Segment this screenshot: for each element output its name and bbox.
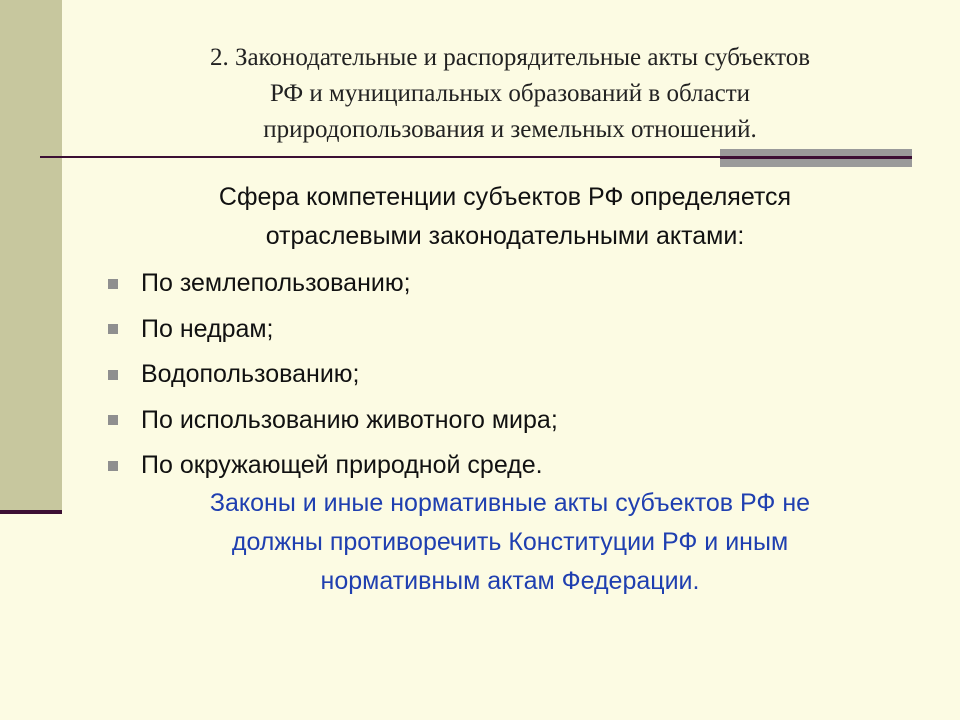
list-item-text: Водопользованию; [141,360,360,389]
list-item-text: По землепользованию; [141,269,411,298]
title-line-2: РФ и муниципальных образований в области [269,80,751,107]
list-item-text: По недрам; [141,314,274,343]
title-line-3: природопользования и земельных отношений. [263,116,757,143]
list-item [108,352,558,398]
slide-title [70,40,950,148]
list-item [108,398,558,444]
left-band-underline [0,510,62,514]
square-bullet-icon [108,324,118,334]
note-line-3: нормативным актам Федерации. [320,567,700,595]
intro-line-2: отраслевыми законодательными актами: [265,222,745,250]
list-item-text: По использованию животного мира; [141,405,558,434]
list-item [108,307,558,353]
bullet-list [108,261,558,489]
list-item-text: По окружающей природной среде. [141,451,543,480]
note-line-1: Законы и иные нормативные акты субъектов РФ не [209,489,811,517]
note-paragraph [100,484,920,601]
square-bullet-icon [108,279,118,289]
list-item [108,443,558,489]
square-bullet-icon [108,370,118,380]
left-decorative-band [0,0,62,514]
intro-paragraph [110,178,900,256]
title-line-1: 2. Законодательные и распорядительные акты субъектов [209,44,811,71]
note-line-2: должны противоречить Конституции РФ и иным [231,528,789,556]
square-bullet-icon [108,461,118,471]
intro-line-1: Сфера компетенции субъектов РФ определяется [218,183,792,211]
list-item [108,261,558,307]
square-bullet-icon [108,415,118,425]
title-divider-accent [720,149,912,167]
